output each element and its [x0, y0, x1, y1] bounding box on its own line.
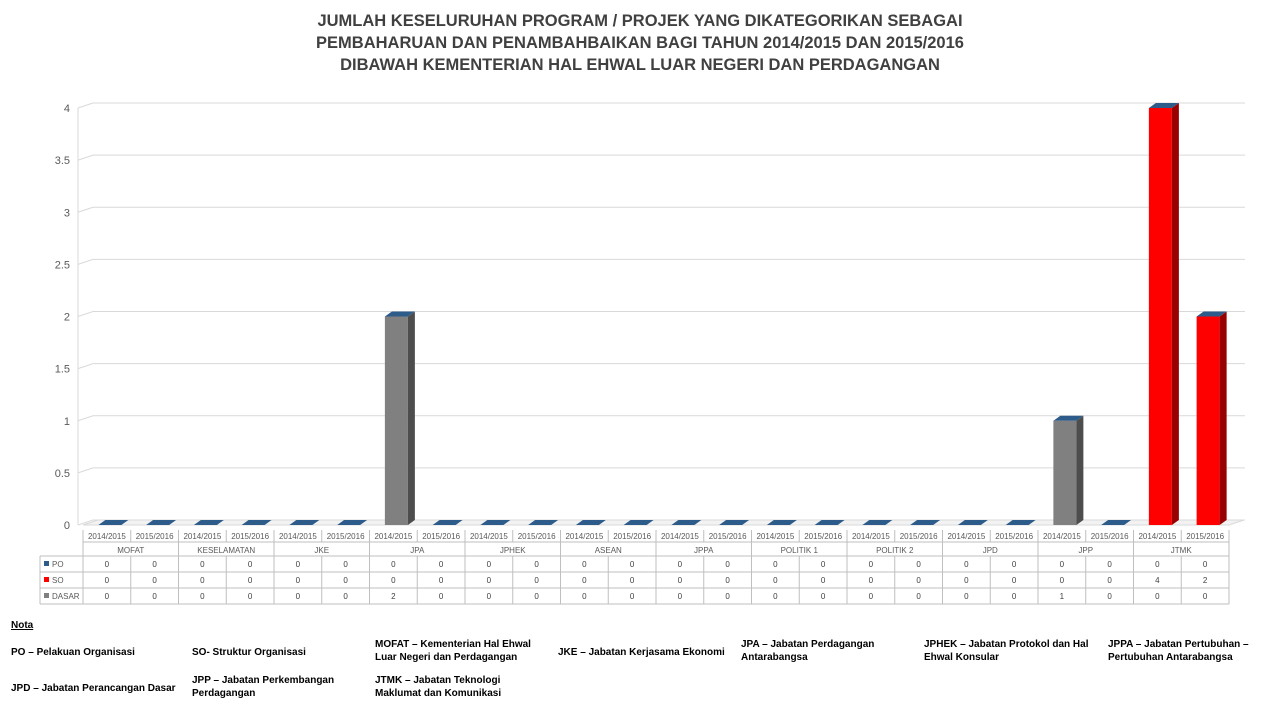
table-cell-so: 0 [104, 576, 110, 585]
note-mofat: MOFAT – Kementerian Hal Ehwal Luar Negeri dan Perdagangan [375, 639, 531, 663]
table-cell-so: 0 [773, 576, 778, 585]
x-tick-year-label: 2014/2015 [374, 532, 413, 541]
table-cell-po: 0 [1155, 560, 1160, 569]
table-cell-po: 0 [820, 560, 826, 569]
table-cell-so: 0 [391, 576, 396, 585]
table-cell-so: 0 [916, 576, 921, 585]
x-tick-year-label: 2014/2015 [469, 532, 508, 541]
x-tick-year-label: 2015/2016 [804, 532, 843, 541]
table-cell-po: 0 [438, 560, 444, 569]
note-po: PO – Pelakuan Organisasi [11, 647, 135, 658]
chart-title-line-2: PEMBAHARUAN DAN PENAMBAHBAIKAN BAGI TAHUN 2014/2015 DAN 2015/2016 [316, 34, 964, 52]
legend-label-so: SO [52, 576, 64, 585]
bar-dasar [385, 317, 408, 526]
table-cell-po: 0 [629, 560, 635, 569]
y-tick-label: 3.5 [54, 155, 70, 168]
note-jtmk: JTMK – Jabatan Teknologi Maklumat dan Komunikasi [375, 675, 502, 699]
table-cell-dasar: 0 [964, 592, 969, 601]
table-cell-dasar: 0 [1155, 592, 1160, 601]
bar-side-so [1220, 312, 1227, 526]
note-jpa: JPA – Jabatan Perdagangan Antarabangsa [741, 639, 875, 663]
table-cell-po: 0 [964, 560, 969, 569]
table-cell-so: 0 [677, 576, 683, 585]
bar-so [1197, 317, 1220, 526]
x-tick-year-label: 2014/2015 [1042, 532, 1081, 541]
x-tick-year-label: 2014/2015 [183, 532, 222, 541]
table-cell-po: 0 [534, 560, 539, 569]
table-cell-po: 0 [152, 560, 157, 569]
x-group-label: POLITIK 1 [780, 546, 818, 555]
table-cell-so: 2 [1202, 576, 1208, 585]
x-tick-year-label: 2014/2015 [565, 532, 604, 541]
table-cell-po: 0 [391, 560, 396, 569]
grid-diagonal [78, 312, 93, 317]
table-cell-dasar: 0 [438, 592, 444, 601]
table-cell-po: 0 [868, 560, 874, 569]
table-cell-po: 0 [725, 560, 730, 569]
table-cell-so: 0 [486, 576, 492, 585]
table-cell-dasar: 0 [486, 592, 492, 601]
table-cell-so: 0 [1011, 576, 1017, 585]
table-cell-so: 0 [295, 576, 301, 585]
table-cell-so: 0 [438, 576, 444, 585]
table-cell-po: 0 [104, 560, 110, 569]
x-group-label: JPP [1078, 546, 1094, 555]
table-cell-po: 0 [343, 560, 348, 569]
grid-diagonal [78, 103, 93, 108]
bar-so [1149, 108, 1172, 525]
note-jpd: JPD – Jabatan Perancangan Dasar [11, 683, 176, 694]
table-cell-so: 0 [582, 576, 587, 585]
bar-side-so [1172, 103, 1179, 525]
table-cell-so: 4 [1155, 576, 1160, 585]
table-cell-so: 0 [964, 576, 969, 585]
y-tick-label: 0 [63, 520, 70, 532]
x-tick-year-label: 2014/2015 [1138, 532, 1177, 541]
x-tick-year-label: 2015/2016 [135, 532, 174, 541]
table-cell-so: 0 [343, 576, 348, 585]
x-group-label: MOFAT [117, 546, 145, 555]
table-cell-dasar: 0 [725, 592, 730, 601]
table-cell-so: 0 [629, 576, 635, 585]
bar-side-dasar [408, 312, 415, 526]
table-cell-po: 0 [677, 560, 683, 569]
grid-diagonal [78, 155, 93, 160]
legend-label-dasar: DASAR [52, 592, 80, 601]
x-group-label: KESELAMATAN [197, 546, 256, 555]
x-tick-year-label: 2015/2016 [326, 532, 365, 541]
table-cell-so: 0 [152, 576, 157, 585]
table-cell-dasar: 0 [868, 592, 874, 601]
note-jke: JKE – Jabatan Kerjasama Ekonomi [558, 647, 725, 658]
table-cell-dasar: 0 [1011, 592, 1017, 601]
x-tick-year-label: 2014/2015 [756, 532, 795, 541]
x-group-label: JPD [982, 546, 998, 555]
y-tick-label: 0.5 [54, 467, 70, 480]
table-cell-po: 0 [486, 560, 492, 569]
table-cell-po: 0 [1011, 560, 1017, 569]
table-cell-so: 0 [247, 576, 253, 585]
table-cell-po: 0 [1059, 560, 1065, 569]
note-jpp: JPP – Jabatan Perkembangan Perdagangan [192, 675, 335, 699]
bar-side-dasar [1076, 416, 1083, 525]
table-cell-dasar: 0 [677, 592, 683, 601]
x-tick-year-label: 2015/2016 [231, 532, 270, 541]
table-cell-dasar: 0 [582, 592, 587, 601]
table-cell-so: 0 [534, 576, 539, 585]
x-tick-year-label: 2014/2015 [947, 532, 986, 541]
y-tick-label: 1.5 [54, 363, 70, 376]
notes-heading: Nota [11, 620, 34, 631]
x-tick-year-label: 2015/2016 [708, 532, 747, 541]
table-cell-dasar: 1 [1059, 592, 1065, 601]
x-group-label: ASEAN [594, 546, 622, 555]
x-tick-year-label: 2015/2016 [899, 532, 938, 541]
table-cell-dasar: 0 [820, 592, 826, 601]
grid-diagonal [78, 364, 93, 369]
chart-title-line-1: JUMLAH KESELURUHAN PROGRAM / PROJEK YANG DIKATEGORIKAN SEBAGAI [317, 12, 963, 30]
grid-diagonal [78, 207, 93, 212]
table-cell-dasar: 0 [773, 592, 778, 601]
note-so: SO- Struktur Organisasi [192, 647, 306, 658]
table-cell-dasar: 0 [152, 592, 157, 601]
y-tick-label: 3 [63, 207, 70, 220]
x-group-label: JPA [410, 546, 425, 555]
table-cell-dasar: 0 [295, 592, 301, 601]
grid-diagonal [78, 468, 93, 473]
table-cell-so: 0 [200, 576, 205, 585]
x-tick-year-label: 2014/2015 [660, 532, 699, 541]
note-jppa: JPPA – Jabatan Pertubuhan – Pertubuhan Antarabangsa [1108, 639, 1249, 663]
table-cell-dasar: 0 [629, 592, 635, 601]
x-tick-year-label: 2015/2016 [613, 532, 652, 541]
legend-key-so [44, 577, 49, 582]
table-cell-dasar: 0 [104, 592, 110, 601]
x-group-label: JPHEK [499, 546, 526, 555]
legend-label-po: PO [52, 560, 64, 569]
grid-diagonal [78, 416, 93, 421]
bar-dasar [1053, 421, 1076, 525]
x-group-label: JKE [314, 546, 330, 555]
y-tick-label: 4 [63, 103, 70, 115]
table-cell-so: 0 [1107, 576, 1112, 585]
table-cell-so: 0 [1059, 576, 1065, 585]
table-cell-po: 0 [295, 560, 301, 569]
x-tick-year-label: 2015/2016 [1090, 532, 1129, 541]
x-tick-year-label: 2015/2016 [517, 532, 556, 541]
x-group-label: JTMK [1170, 546, 1192, 555]
grid-diagonal [78, 259, 93, 264]
x-tick-year-label: 2015/2016 [1186, 532, 1225, 541]
table-cell-po: 0 [1202, 560, 1208, 569]
table-cell-po: 0 [1107, 560, 1112, 569]
table-cell-dasar: 0 [343, 592, 348, 601]
table-cell-po: 0 [200, 560, 205, 569]
y-tick-label: 1 [63, 415, 70, 428]
table-cell-dasar: 0 [916, 592, 921, 601]
x-tick-year-label: 2015/2016 [422, 532, 461, 541]
note-jphek: JPHEK – Jabatan Protokol dan Hal Ehwal Konsular [924, 639, 1089, 663]
x-group-label: JPPA [694, 546, 714, 555]
table-cell-po: 0 [247, 560, 253, 569]
table-cell-dasar: 0 [534, 592, 539, 601]
table-cell-po: 0 [582, 560, 587, 569]
table-cell-po: 0 [773, 560, 778, 569]
table-cell-dasar: 0 [1107, 592, 1112, 601]
table-cell-dasar: 0 [247, 592, 253, 601]
x-tick-year-label: 2015/2016 [995, 532, 1034, 541]
table-cell-po: 0 [916, 560, 921, 569]
y-tick-label: 2 [63, 311, 70, 324]
y-tick-label: 2.5 [54, 259, 70, 272]
table-cell-so: 0 [868, 576, 874, 585]
x-group-label: POLITIK 2 [876, 546, 914, 555]
table-cell-dasar: 0 [1202, 592, 1208, 601]
x-tick-year-label: 2014/2015 [851, 532, 890, 541]
x-tick-year-label: 2014/2015 [87, 532, 126, 541]
table-cell-so: 0 [820, 576, 826, 585]
table-cell-so: 0 [725, 576, 730, 585]
table-cell-dasar: 2 [391, 592, 396, 601]
x-tick-year-label: 2014/2015 [278, 532, 317, 541]
legend-key-dasar [44, 593, 49, 598]
table-cell-dasar: 0 [200, 592, 205, 601]
chart-title-line-3: DIBAWAH KEMENTERIAN HAL EHWAL LUAR NEGERI DAN PERDAGANGAN [340, 56, 940, 74]
legend-key-po [44, 561, 49, 566]
